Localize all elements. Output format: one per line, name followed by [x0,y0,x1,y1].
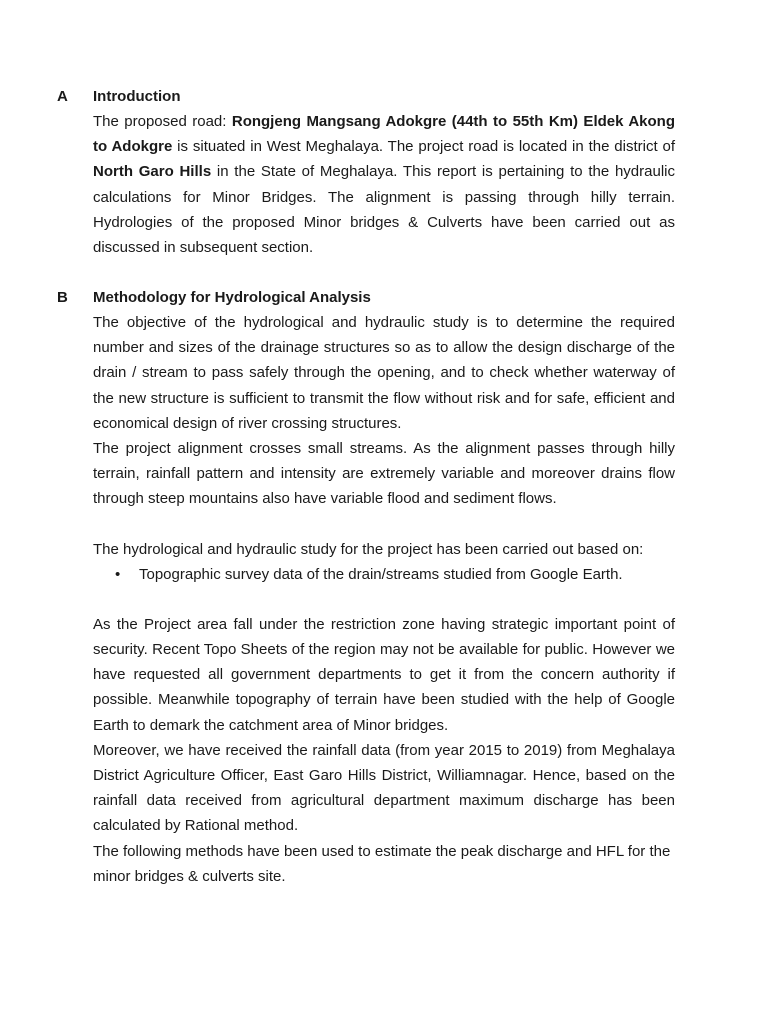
list-item-text: Topographic survey data of the drain/streams studied from Google Earth. [139,565,623,583]
restriction-paragraph: As the Project area fall under the restriction zone having strategic important point of security. Recent Topo Sheets of the region may not be available for public. However we have requested all government departments to get it from the concern authority if possible. Meanwhile topography of terrain have been studied with the help of Google Earth to demark the catchment area of Minor bridges. [93,615,675,734]
alignment-paragraph: The project alignment crosses small streams. As the alignment passes through hilly terrain, rainfall pattern and intensity are extremely variable and moreover drains flow through steep mountains also have variable flood and sediment flows. [93,440,675,508]
road-name: Rongjeng Mangsang Adokgre (44th to 55th Km) Eldek Akong to Adokgre [93,113,675,156]
bullet-icon: • [115,565,121,583]
list-item [93,562,675,587]
intro-text-3: in the State of Meghalaya. This report is pertaining to the hydraulic calculations for Minor Bridges. The alignment is passing through hilly terrain. Hydrologies of the proposed Minor bridges & Culverts have been carried out as discussed in subsequent section. [93,163,675,257]
section-a-body [93,84,675,260]
rainfall-paragraph: Moreover, we have received the rainfall data (from year 2015 to 2019) from Meghalaya District Agriculture Officer, East Garo Hills District, Williamnagar. Hence, based on the rainfall data received from agricultural department maximum discharge has been calculated by Rational method. [93,741,675,835]
intro-text-2: is situated in West Meghalaya. The project road is located in the district of [172,138,675,156]
section-a-paragraph [93,109,675,260]
section-b-body [93,285,675,889]
study-basis-list [93,562,675,587]
district-name: North Garo Hills [93,163,212,181]
objective-paragraph: The objective of the hydrological and hydraulic study is to determine the required number and sizes of the drainage structures so as to allow the design discharge of the drain / stream to pass safely through the opening, and to check whether waterway of the new structure is sufficient to transmit the flow without risk and for safe, efficient and economical design of river crossing structures. [93,314,675,432]
section-a-letter: A [57,88,68,105]
methods-paragraph: The following methods have been used to estimate the peak discharge and HFL for the minor bridges & culverts site. [93,842,671,885]
section-b-letter: B [57,289,68,306]
intro-text-1: The proposed road: [93,113,232,130]
section-b-heading: Methodology for Hydrological Analysis [93,289,371,306]
section-a-heading: Introduction [93,88,181,105]
study-basis-paragraph: The hydrological and hydraulic study for the project has been carried out based on: [93,540,644,558]
